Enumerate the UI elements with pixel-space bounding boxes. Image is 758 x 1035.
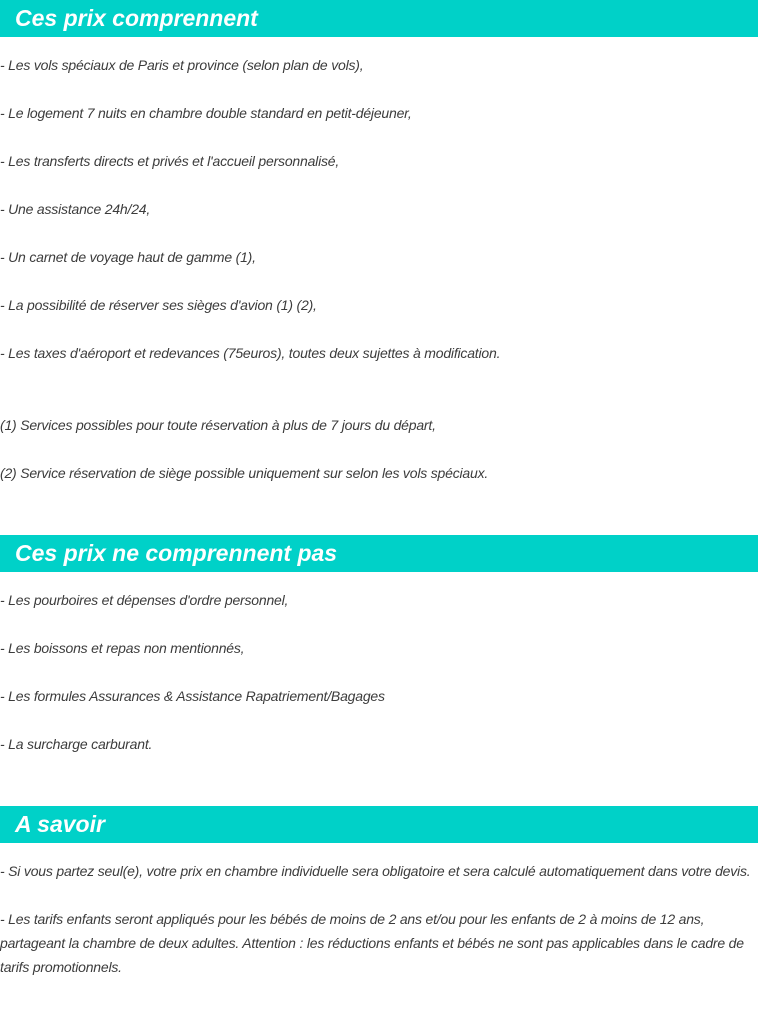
footnote: (2) Service réservation de siège possible uniquement sur selon les vols spéciaux. bbox=[0, 465, 489, 481]
info-paragraph: - Les tarifs enfants seront appliqués pour les bébés de moins de 2 ans et/ou pour les enfants de 2 à moins de 12 ans, partageant la chambre de deux adultes. Attention : les réductions enfants et bébés ne sont pas applicables dans le cadre de tarifs promotionnels. bbox=[0, 911, 744, 975]
included-item: - Les transferts directs et privés et l'accueil personnalisé, bbox=[0, 153, 340, 169]
excluded-item: - Les pourboires et dépenses d'ordre personnel, bbox=[0, 592, 289, 608]
excluded-item: - La surcharge carburant. bbox=[0, 736, 153, 752]
section-header-excluded: Ces prix ne comprennent pas bbox=[0, 535, 758, 572]
info-paragraph: - Si vous partez seul(e), votre prix en chambre individuelle sera obligatoire et sera calculé automatiquement dans votre devis. bbox=[0, 863, 751, 879]
included-item: - Un carnet de voyage haut de gamme (1), bbox=[0, 249, 256, 265]
included-item: - Les taxes d'aéroport et redevances (75euros), toutes deux sujettes à modification. bbox=[0, 345, 501, 361]
excluded-item: - Les formules Assurances & Assistance Rapatriement/Bagages bbox=[0, 688, 385, 704]
included-item: - Une assistance 24h/24, bbox=[0, 201, 151, 217]
included-item: - Le logement 7 nuits en chambre double standard en petit-déjeuner, bbox=[0, 105, 412, 121]
section-header-included: Ces prix comprennent bbox=[0, 0, 758, 37]
included-item: - La possibilité de réserver ses sièges d'avion (1) (2), bbox=[0, 297, 317, 313]
included-item: - Les vols spéciaux de Paris et province (selon plan de vols), bbox=[0, 57, 364, 73]
footnote: (1) Services possibles pour toute réservation à plus de 7 jours du départ, bbox=[0, 417, 436, 433]
section-header-good-to-know: A savoir bbox=[0, 806, 758, 843]
excluded-item: - Les boissons et repas non mentionnés, bbox=[0, 640, 245, 656]
